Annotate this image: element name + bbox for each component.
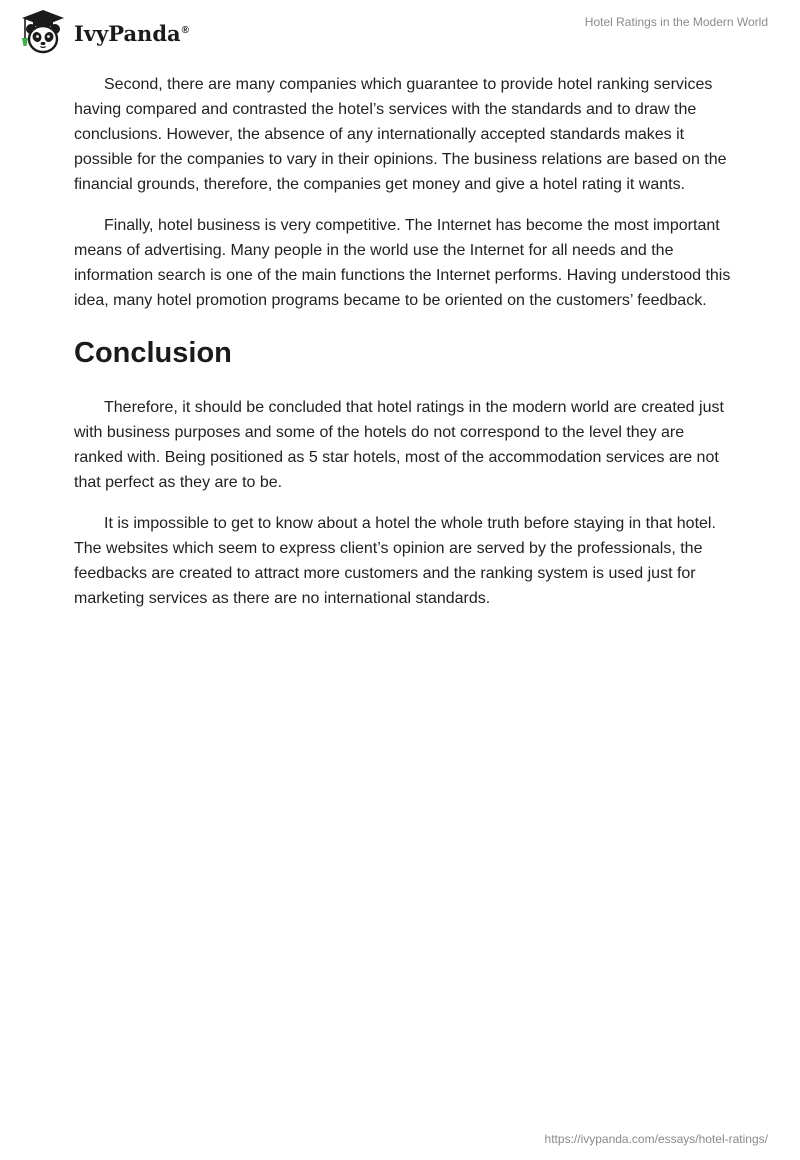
panda-graduate-icon (14, 8, 70, 56)
brand-name: IvyPanda® (74, 20, 189, 46)
essay-body (74, 72, 734, 627)
paragraph-finally: Finally, hotel business is very competitive. The Internet has become the most important means of advertising. Many people in the world use the Internet for all needs and the information search is one of the main functions the Internet performs. Having understood this idea, many hotel promotion programs became to be oriented on the customers’ feedback. (74, 217, 731, 309)
paragraph-second: Second, there are many companies which guarantee to provide hotel ranking services having compared and contrasted the hotel’s services with the standards and to draw the conclusions. However, the absence of any internationally accepted standards makes it possible for the companies to vary in their opinions. The business relations are based on the financial grounds, therefore, the companies get money and give a hotel rating it wants. (74, 76, 727, 193)
running-title: Hotel Ratings in the Modern World (584, 15, 768, 29)
brand-logo[interactable] (14, 8, 189, 56)
section-heading-conclusion: Conclusion (74, 337, 232, 369)
page-header (0, 0, 800, 64)
paragraph-conclusion-1: Therefore, it should be concluded that hotel ratings in the modern world are created just with business purposes and some of the hotels do not correspond to the level they are ranked with. Being positioned as 5 star hotels, most of the accommodation services are not that perfect as they are to be. (74, 399, 724, 491)
registered-mark: ® (181, 24, 189, 36)
paragraph-conclusion-2: It is impossible to get to know about a hotel the whole truth before staying in that hotel. The websites which seem to express client’s opinion are served by the professionals, the feedbacks are created to attract more customers and the ranking system is used just for marketing services as there are no international standards. (74, 515, 716, 607)
source-url[interactable]: https://ivypanda.com/essays/hotel-ratings/ (544, 1132, 768, 1146)
